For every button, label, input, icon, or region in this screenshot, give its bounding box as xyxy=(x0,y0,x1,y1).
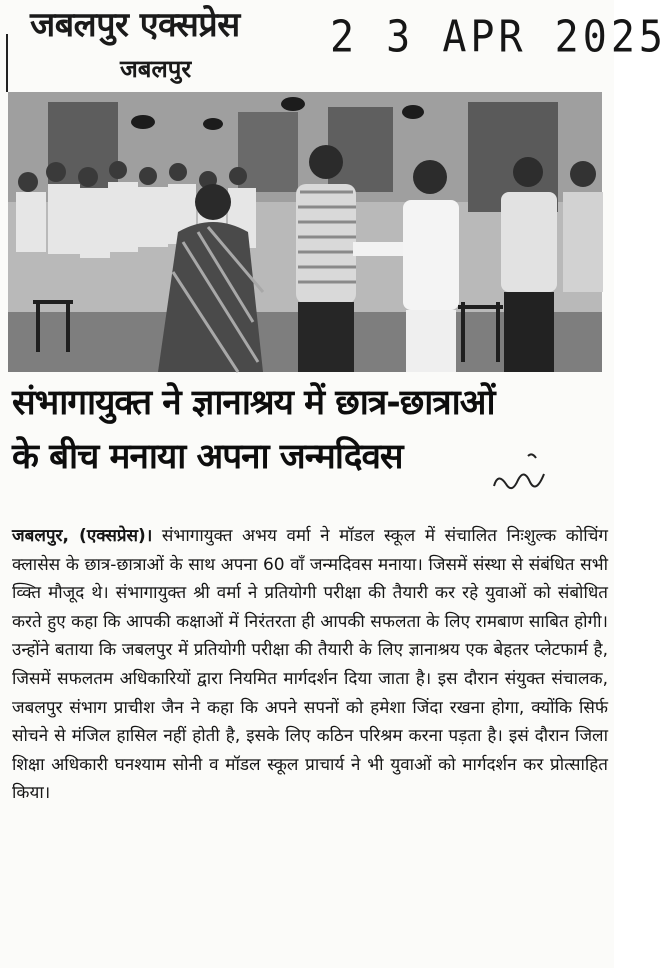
headline-line-2: के बीच मनाया अपना जन्मदिवस xyxy=(12,437,403,477)
group-photo-image xyxy=(8,92,602,372)
group-photo xyxy=(8,92,602,372)
article-body xyxy=(12,522,608,808)
masthead xyxy=(0,0,667,92)
article-dateline: जबलपुर, (एक्सप्रेस)। xyxy=(12,526,153,546)
article-text: संभागायुक्त अभय वर्मा ने मॉडल स्कूल में संचालित निःशुल्क कोचिंग क्लासेस के छात्र-छात्राओं के साथ अपना 60 वाँ जन्मदिवस मनाया। जिसमें संस्था से संबंधित सभी व्क्ति मौजूद थे। संभागायुक्त श्री वर्मा ने प्रतियोगी परीक्षा की तैयारी कर रहे युवाओं को संबोधित करते हुए कहा कि आपकी कक्षाओं में निरंतरता ही आपकी सफलता के लिए रामबाण साबित होगी। उन्होंने बताया कि जबलपुर में प्रतियोगी परीक्षा की तैयारी के लिए ज्ञानाश्रय एक बेहतर प्लेटफार्म है, जिसमें सफलतम अधिकारियों द्वारा नियमित मार्गदर्शन दिया जाता है। इस दौरान संयुक्त संचालक, जबलपुर संभाग प्राचीश जैन ने कहा कि अपने सपनों को हमेशा जिंदा रखना होगा, क्योंकि सिर्फ सोचने से मंजिल हासिल नहीं होती है, इसके लिए कठिन परिश्रम करना पड़ता है। इसं दौरान जिला शिक्षा अधिकारी घनश्याम सोनी व मॉडल स्कूल प्राचार्य ने भी युवाओं को मार्गदर्शन कर प्रोत्साहित किया। xyxy=(12,526,608,804)
paper-city: जबलपुर xyxy=(120,55,192,83)
paper-name: जबलपुर एक्सप्रेस xyxy=(30,5,240,45)
masthead-rule xyxy=(6,34,18,92)
headline-line-1: संभागायुक्त ने ज्ञानाश्रय में छात्र-छात्राओं xyxy=(12,383,495,423)
handwritten-initials-mark xyxy=(488,444,552,502)
date-stamp: 2 3 APR 2025 xyxy=(330,12,667,63)
